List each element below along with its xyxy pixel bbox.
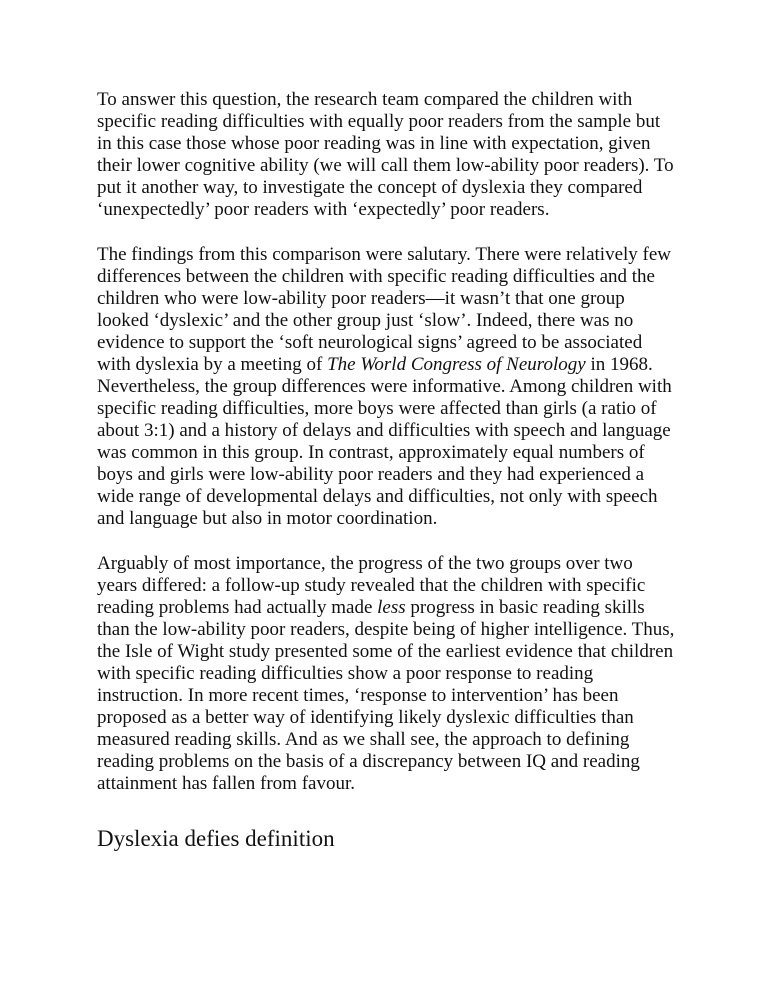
italic-emphasis: less [377,597,406,618]
text-line: was common in this group. In contrast, approximately equal numbers of [97,442,645,463]
text-line: Arguably of most importance, the progress of the two groups over two [97,553,633,574]
text-line: To answer this question, the research team compared the children with [97,89,633,110]
text-line: Nevertheless, the group differences were informative. Among children with [97,376,672,397]
body-paragraph-3 [97,553,697,795]
text-line: reading problems on the basis of a discrepancy between IQ and reading [97,751,640,772]
text-line: measured reading skills. And as we shall see, the approach to defining [97,729,630,750]
section-heading: Dyslexia defies definition [97,826,335,851]
body-paragraph-1 [97,89,697,221]
text-line: years differed: a follow-up study revealed that the children with specific [97,575,646,596]
italic-title: The World Congress of Neurology [327,354,586,375]
text-line: the Isle of Wight study presented some of the earliest evidence that children [97,641,674,662]
text-line: looked ‘dyslexic’ and the other group just ‘slow’. Indeed, there was no [97,310,634,331]
text-line: attainment has fallen from favour. [97,773,355,794]
text-line: specific reading difficulties with equally poor readers from the sample but [97,111,661,132]
text-line: about 3:1) and a history of delays and difficulties with speech and language [97,420,671,441]
text-line: evidence to support the ‘soft neurological signs’ agreed to be associated [97,332,643,353]
text-line: boys and girls were low-ability poor readers and they had experienced a [97,464,645,485]
text-line: with specific reading difficulties show a poor response to reading [97,663,594,684]
text-line: and language but also in motor coordination. [97,508,438,529]
text-line: with dyslexia by a meeting of The World Congress of Neurology in 1968. [97,354,653,375]
text-line: The findings from this comparison were salutary. There were relatively few [97,244,672,265]
text-line: specific reading difficulties, more boys were affected than girls (a ratio of [97,398,657,419]
text-line: instruction. In more recent times, ‘response to intervention’ has been [97,685,619,706]
text-line: differences between the children with specific reading difficulties and the [97,266,655,287]
text-line: children who were low-ability poor readers—it wasn’t that one group [97,288,625,309]
document-page [97,89,697,872]
text-line: in this case those whose poor reading was in line with expectation, given [97,133,651,154]
text-line: reading problems had actually made less progress in basic reading skills [97,597,645,618]
text-line: than the low-ability poor readers, despite being of higher intelligence. Thus, [97,619,675,640]
text-line: proposed as a better way of identifying likely dyslexic difficulties than [97,707,634,728]
text-line: their lower cognitive ability (we will call them low-ability poor readers). To [97,155,674,176]
text-line: put it another way, to investigate the concept of dyslexia they compared [97,177,643,198]
text-line: ‘unexpectedly’ poor readers with ‘expectedly’ poor readers. [97,199,550,220]
text-line: wide range of developmental delays and difficulties, not only with speech [97,486,658,507]
body-paragraph-2 [97,244,697,530]
